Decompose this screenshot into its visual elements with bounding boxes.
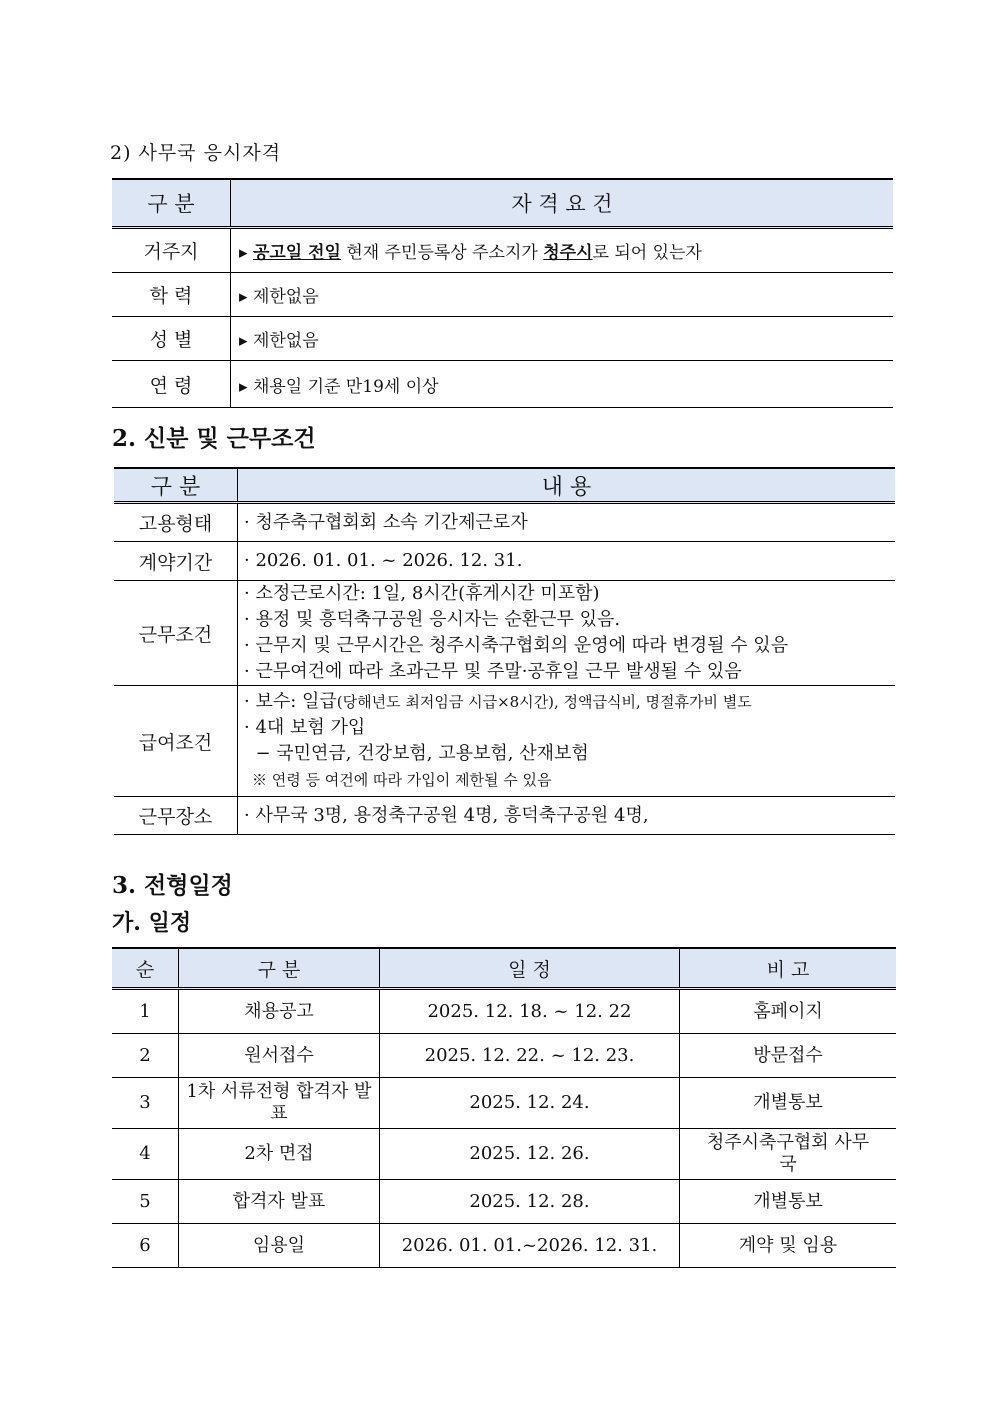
table-header-row — [114, 468, 895, 503]
value-line: · 소정근로시간: 1일, 8시간(휴게시간 미포함) — [244, 583, 600, 604]
row-value — [238, 503, 896, 542]
row-note: 방문접수 — [680, 1034, 897, 1078]
header-category: 구 분 — [179, 948, 380, 989]
row-date: 2025. 12. 18. ~ 12. 22 — [380, 989, 680, 1034]
row-item: 채용공고 — [179, 989, 380, 1034]
header-note: 비 고 — [680, 948, 897, 989]
triangle-bullet-icon: ▸ — [239, 376, 253, 397]
table-row — [112, 228, 893, 273]
value-line: · 2026. 01. 01. ~ 2026. 12. 31. — [244, 550, 523, 571]
note-line: ※ 연령 등 여건에 따라 가입이 제한될 수 있음 — [252, 771, 552, 789]
table-row — [114, 503, 895, 542]
row-value — [231, 228, 894, 273]
table-row — [112, 361, 893, 408]
section-subheading: 2) 사무국 응시자격 — [110, 142, 282, 164]
table-row — [112, 317, 893, 361]
row-item: 1차 서류전형 합격자 발표 — [179, 1078, 380, 1129]
value-line: − 국민연금, 건강보험, 고용보험, 산재보험 — [244, 743, 589, 764]
table-row — [112, 1129, 896, 1180]
row-label: 급여조건 — [114, 686, 238, 797]
header-content: 내 용 — [238, 468, 896, 503]
qualification-table — [112, 178, 893, 408]
header-category: 구 분 — [114, 468, 238, 503]
table-header-row — [112, 179, 893, 228]
value-line: · 사무국 3명, 용정축구공원 4명, 흥덕축구공원 4명, — [244, 804, 649, 826]
row-note: 개별통보 — [680, 1180, 897, 1224]
row-number: 3 — [112, 1078, 179, 1129]
row-label: 거주지 — [112, 228, 231, 273]
value-line: · 근무여건에 따라 초과근무 및 주말·공휴일 근무 발생될 수 있음 — [244, 661, 742, 682]
row-date: 2025. 12. 22. ~ 12. 23. — [380, 1034, 680, 1078]
row-value — [238, 542, 896, 581]
section-subheading: 가. 일정 — [112, 910, 192, 936]
pay-label: · 보수: 일급 — [244, 691, 337, 712]
row-label: 계약기간 — [114, 542, 238, 581]
row-value — [238, 797, 896, 835]
schedule-table — [112, 947, 896, 1268]
row-label: 성 별 — [112, 317, 231, 361]
row-label: 근무조건 — [114, 581, 238, 686]
value-line: · 근무지 및 근무시간은 청주시축구협회의 운영에 따라 변경될 수 있음 — [244, 635, 789, 656]
pay-detail: (당해년도 최저임금 시급×8시간), 정액급식비, 명절휴가비 별도 — [336, 693, 752, 711]
section-heading: 3. 전형일정 — [112, 872, 233, 899]
header-requirement: 자 격 요 건 — [231, 179, 894, 228]
section-heading: 2. 신분 및 근무조건 — [112, 425, 316, 452]
row-number: 2 — [112, 1034, 179, 1078]
header-date: 일 정 — [380, 948, 680, 989]
triangle-bullet-icon: ▸ — [239, 287, 253, 307]
row-label: 고용형태 — [114, 503, 238, 542]
row-item: 원서접수 — [179, 1034, 380, 1078]
row-note: 계약 및 임용 — [680, 1224, 897, 1268]
row-item: 임용일 — [179, 1224, 380, 1268]
table-row — [112, 989, 896, 1034]
row-value — [238, 686, 896, 797]
value-line: · 용정 및 흥덕축구공원 응시자는 순환근무 있음. — [244, 609, 621, 630]
row-item: 2차 면접 — [179, 1129, 380, 1180]
table-row — [112, 273, 893, 317]
row-note: 청주시축구협회 사무국 — [680, 1129, 897, 1180]
table-row — [114, 686, 895, 797]
row-date: 2025. 12. 26. — [380, 1129, 680, 1180]
table-row — [114, 581, 895, 686]
row-label: 연 령 — [112, 361, 231, 408]
value-text: 채용일 기준 만19세 이상 — [252, 376, 439, 397]
triangle-bullet-icon: ▸ — [239, 331, 253, 351]
value-text: 로 되어 있는자 — [592, 243, 702, 263]
emphasis-text: 공고일 전일 — [252, 243, 341, 263]
value-line — [244, 689, 895, 715]
row-number: 6 — [112, 1224, 179, 1268]
row-value — [238, 581, 896, 686]
table-row — [112, 1034, 896, 1078]
value-line: · 청주축구협회회 소속 기간제근로자 — [244, 511, 528, 533]
table-header-row — [112, 948, 896, 989]
header-category: 구 분 — [112, 179, 231, 228]
value-text: 현재 주민등록상 주소지가 — [340, 243, 544, 263]
row-note: 개별통보 — [680, 1078, 897, 1129]
header-number: 순 — [112, 948, 179, 989]
row-label: 근무장소 — [114, 797, 238, 835]
table-row — [114, 797, 895, 835]
row-number: 4 — [112, 1129, 179, 1180]
row-date: 2026. 01. 01.~2026. 12. 31. — [380, 1224, 680, 1268]
value-text: 제한없음 — [252, 331, 319, 351]
row-number: 5 — [112, 1180, 179, 1224]
value-text: 제한없음 — [252, 287, 319, 307]
row-value — [231, 317, 894, 361]
row-item: 합격자 발표 — [179, 1180, 380, 1224]
table-row — [112, 1078, 896, 1129]
table-row — [114, 542, 895, 581]
table-row — [112, 1180, 896, 1224]
triangle-bullet-icon: ▸ — [239, 243, 253, 263]
row-date: 2025. 12. 24. — [380, 1078, 680, 1129]
row-note: 홈페이지 — [680, 989, 897, 1034]
value-line: · 4대 보험 가입 — [244, 717, 366, 738]
table-row — [112, 1224, 896, 1268]
emphasis-text: 청주시 — [543, 243, 593, 263]
conditions-table — [114, 467, 895, 835]
row-value — [231, 361, 894, 408]
row-value — [231, 273, 894, 317]
row-label: 학 력 — [112, 273, 231, 317]
row-date: 2025. 12. 28. — [380, 1180, 680, 1224]
row-number: 1 — [112, 989, 179, 1034]
